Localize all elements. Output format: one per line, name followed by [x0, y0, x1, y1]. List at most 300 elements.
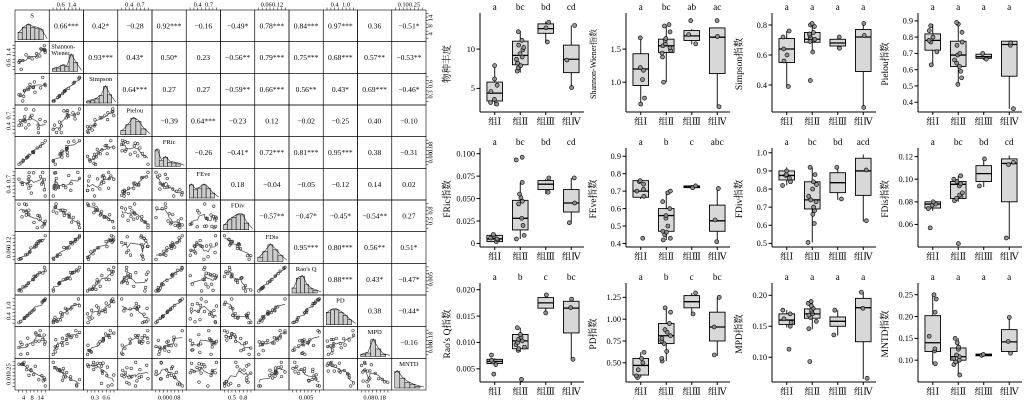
smooth-line [259, 304, 285, 321]
y-axis [456, 148, 480, 248]
correlation-value: 0.64*** [122, 84, 148, 94]
significance-letter: bc [515, 138, 525, 148]
group-label: 组Ⅳ [561, 117, 581, 128]
x-axis [772, 112, 876, 128]
group-label: 组Ⅳ [853, 252, 873, 263]
y-tick-label: 0.025 [456, 216, 475, 226]
smooth-line [122, 337, 148, 351]
scatter-cell [221, 232, 255, 264]
correlation-cell [152, 42, 186, 74]
svg-text:4: 4 [21, 394, 26, 402]
correlation-cell [358, 200, 392, 232]
correlation-cell [221, 10, 255, 42]
correlation-cell [84, 10, 118, 42]
correlation-cell [392, 263, 426, 295]
correlation-value: 0.27 [196, 84, 211, 94]
scatter-cell [255, 263, 289, 295]
group-label: 组Ⅱ [804, 117, 821, 128]
variable-label: FDiv [230, 202, 245, 210]
significance-letter: a [492, 3, 497, 13]
significance-letter: a [492, 273, 497, 283]
svg-text:0.4: 0.4 [125, 1, 134, 9]
group-label: 组Ⅲ [682, 252, 701, 263]
correlation-value: −0.02 [297, 116, 315, 126]
y-tick-label: 0.10 [898, 175, 913, 185]
significance-letter: bd [979, 138, 989, 148]
axis-ticks-bottom [19, 390, 46, 402]
correlation-value: 0.79*** [259, 53, 285, 63]
correlation-value: 0.66*** [259, 84, 285, 94]
smooth-line [190, 275, 216, 284]
correlation-value: −0.47* [398, 274, 420, 284]
axis-ticks-left [6, 45, 16, 70]
correlation-value: 0.42* [92, 21, 110, 31]
correlation-cell [118, 73, 152, 105]
axis-ticks-right [426, 14, 435, 39]
diagonal-cell [289, 263, 323, 295]
scatter-cell [152, 358, 186, 390]
correlation-value: 0.81*** [293, 148, 319, 158]
correlation-value: 0.95*** [328, 148, 353, 158]
group-label: 组Ⅳ [561, 387, 581, 398]
correlation-cell [323, 42, 357, 74]
correlation-cell [255, 137, 289, 169]
correlation-cell [392, 137, 426, 169]
significance-letter: c [689, 138, 694, 148]
correlation-value: −0.05 [297, 179, 315, 189]
correlation-cell [323, 168, 357, 200]
y-tick-label: 0.20 [752, 291, 767, 301]
x-axis [626, 382, 730, 398]
group-label: 组Ⅳ [707, 252, 727, 263]
y-axis [456, 283, 480, 382]
boxplot-panel-9 [586, 270, 732, 405]
svg-text:0.06: 0.06 [5, 247, 13, 259]
correlation-cell [221, 137, 255, 169]
y-tick-label: 0.050 [456, 194, 475, 204]
correlation-value: 0.66*** [54, 21, 79, 31]
correlation-cell [255, 105, 289, 137]
group-label: 组Ⅲ [974, 387, 993, 398]
svg-text:0.005: 0.005 [427, 271, 435, 287]
significance-letter: bc [661, 3, 671, 13]
axis-ticks-right [426, 140, 435, 165]
correlation-cell [255, 42, 289, 74]
significance-letter: bc [566, 273, 576, 283]
axis-ticks-left [6, 172, 16, 197]
y-tick-label: 0.75 [606, 336, 621, 346]
significance-letter: a [638, 273, 643, 283]
y-tick-label: 0.15 [898, 334, 913, 344]
y-axis-title: Simpson指数 [735, 37, 745, 91]
svg-text:0.7: 0.7 [205, 1, 214, 9]
correlation-cell [289, 42, 323, 74]
group-label: 组Ⅳ [853, 117, 873, 128]
correlation-cell [255, 200, 289, 232]
scatter-cell [289, 327, 323, 359]
axis-ticks-right [426, 267, 435, 292]
scatter-cell [15, 73, 49, 105]
significance-letter: a [810, 273, 815, 283]
scatter-cell [49, 295, 83, 327]
variable-label: PD [336, 297, 345, 305]
svg-text:0.6: 0.6 [427, 79, 435, 88]
group-label: 组Ⅲ [974, 252, 993, 263]
scatter-cell [255, 327, 289, 359]
significance-letter: a [835, 3, 840, 13]
significance-letter: a [930, 3, 935, 13]
pairs-correlation-matrix [0, 0, 440, 406]
scatter-cell [358, 358, 392, 390]
correlation-cell [84, 42, 118, 74]
group-label: 组Ⅳ [999, 252, 1019, 263]
box [538, 22, 554, 43]
significance-letter: a [930, 273, 935, 283]
scatter-cell [152, 327, 186, 359]
y-tick-label: 0.8 [902, 32, 913, 42]
box [855, 155, 871, 222]
svg-text:14: 14 [37, 394, 44, 402]
scatter-cell [15, 295, 49, 327]
group-label: 组Ⅲ [828, 387, 847, 398]
y-axis-title: FRic指数 [443, 180, 453, 218]
scatter-cell [152, 295, 186, 327]
correlation-cell [186, 10, 220, 42]
correlation-value: −0.51* [398, 21, 420, 31]
correlation-value: −0.56** [225, 53, 251, 63]
significance-letter: a [956, 273, 961, 283]
correlation-cell [358, 73, 392, 105]
correlation-cell [323, 105, 357, 137]
y-tick-label: 0.6 [902, 65, 913, 75]
scatter-cell [289, 295, 323, 327]
svg-text:0.7: 0.7 [5, 111, 13, 120]
box [709, 297, 725, 355]
correlation-value: −0.31 [400, 148, 418, 158]
significance-letter: a [1007, 3, 1012, 13]
correlation-value: 0.95*** [293, 243, 319, 253]
smooth-line [53, 366, 79, 384]
group-label: 组Ⅱ [950, 117, 967, 128]
svg-text:0.5: 0.5 [227, 394, 236, 402]
scatter-cell [84, 263, 118, 295]
correlation-value: −0.49* [226, 21, 249, 31]
scatter-cell [186, 358, 220, 390]
boxplot-grid [440, 0, 1024, 406]
significance-letter: a [981, 3, 986, 13]
significance-letter: b [663, 273, 669, 283]
significance-letter: bc [953, 138, 963, 148]
diagonal-cell [186, 168, 220, 200]
axis-ticks-left [6, 235, 16, 260]
correlation-value: 0.56** [364, 243, 386, 253]
correlation-value: 0.50* [160, 53, 178, 63]
axis-ticks-bottom [224, 390, 251, 402]
y-tick-label: 0.5 [756, 239, 767, 249]
scatter-cell [186, 263, 220, 295]
axis-ticks-top [259, 2, 286, 11]
svg-text:0.08: 0.08 [169, 394, 181, 402]
variable-label: Shannon- [51, 43, 76, 51]
svg-text:1.0: 1.0 [342, 1, 351, 9]
scatter-cell [15, 232, 49, 264]
box [633, 37, 649, 105]
scatter-cell [15, 105, 49, 137]
correlation-value: −0.23 [228, 116, 247, 126]
scatter-cell [84, 295, 118, 327]
smooth-line [156, 369, 182, 385]
axis-ticks-top [190, 2, 217, 11]
group-label: 组Ⅱ [950, 387, 967, 398]
boxplot-panel-6 [732, 135, 878, 270]
y-tick-label: 0.8 [756, 20, 767, 30]
correlation-value: 0.56** [295, 84, 317, 94]
scatter-cell [84, 200, 118, 232]
correlation-cell [358, 263, 392, 295]
svg-text:8: 8 [427, 24, 435, 28]
correlation-cell [392, 327, 426, 359]
y-axis-title: Shannon-Wiener指数 [589, 29, 598, 99]
y-axis-title: PD指数 [589, 318, 599, 350]
correlation-cell [221, 42, 255, 74]
correlation-value: 0.72*** [259, 148, 285, 158]
y-tick-label: 1.5 [610, 44, 621, 54]
data-points [980, 353, 986, 358]
correlation-cell [255, 73, 289, 105]
significance-letter: bd [833, 138, 843, 148]
correlation-value: −0.44* [398, 306, 420, 316]
smooth-line [88, 177, 114, 188]
group-label: 组Ⅰ [926, 252, 940, 263]
correlation-value: 0.93*** [88, 53, 113, 63]
smooth-line [88, 112, 114, 130]
y-tick-label: 0.12 [898, 152, 913, 162]
y-tick-label: 0.5 [610, 221, 621, 231]
y-axis-title: Rao's Q指数 [443, 309, 453, 359]
smooth-line [362, 370, 388, 382]
correlation-value: −0.25 [331, 116, 350, 126]
box [855, 292, 871, 379]
variable-label: S [30, 12, 34, 20]
correlation-value: 0.43* [366, 274, 384, 284]
correlation-value: 0.38 [367, 306, 382, 316]
group-label: 组Ⅰ [488, 387, 502, 398]
scatter-cell [152, 232, 186, 264]
svg-text:0.12: 0.12 [5, 236, 13, 248]
correlation-cell [358, 10, 392, 42]
correlation-value: −0.59** [225, 84, 251, 94]
scatter-cell [118, 200, 152, 232]
svg-text:1.4: 1.4 [68, 1, 77, 9]
correlation-value: −0.57** [259, 211, 285, 221]
box [976, 158, 992, 187]
correlation-cell [392, 168, 426, 200]
y-tick-label: 0.15 [752, 322, 767, 332]
group-label: 组Ⅰ [634, 252, 648, 263]
svg-text:0.06: 0.06 [260, 1, 272, 9]
correlation-value: 0.27 [162, 84, 176, 94]
x-axis [626, 112, 730, 128]
group-label: 组Ⅰ [926, 387, 940, 398]
group-label: 组Ⅰ [926, 117, 940, 128]
svg-text:0.12: 0.12 [271, 1, 284, 9]
group-label: 组Ⅱ [804, 252, 821, 263]
scatter-cell [15, 200, 49, 232]
correlation-value: −0.28 [126, 21, 144, 31]
correlation-value: −0.41* [226, 148, 249, 158]
svg-text:0.005: 0.005 [298, 394, 314, 402]
svg-text:0.01: 0.01 [5, 373, 13, 386]
y-axis [606, 283, 626, 382]
smooth-line [19, 335, 45, 348]
scatter-cell [15, 358, 49, 390]
y-axis-title: MPD指数 [735, 314, 745, 354]
scatter-cell [118, 327, 152, 359]
correlation-cell [186, 105, 220, 137]
correlation-cell [358, 137, 392, 169]
diagonal-cell [118, 105, 152, 137]
y-axis [757, 148, 772, 248]
significance-letter: cd [1004, 138, 1014, 148]
correlation-value: −0.16 [400, 338, 418, 348]
correlation-cell [392, 200, 426, 232]
significance-letter: acd [856, 138, 870, 148]
diagonal-cell [323, 295, 357, 327]
correlation-cell [323, 232, 357, 264]
diagonal-cell [221, 200, 255, 232]
group-label: 组Ⅲ [536, 252, 555, 263]
y-axis [752, 283, 772, 382]
y-axis [898, 283, 918, 382]
correlation-cell [323, 10, 357, 42]
scatter-cell [49, 105, 83, 137]
significance-letter: a [492, 138, 497, 148]
correlation-cell [221, 105, 255, 137]
correlation-value: 0.64*** [191, 116, 216, 126]
smooth-line [156, 300, 182, 321]
svg-text:0.4: 0.4 [330, 1, 339, 9]
group-label: 组Ⅱ [512, 252, 529, 263]
axis-ticks-bottom [87, 390, 114, 402]
scatter-cell [84, 232, 118, 264]
boxplot-panel-3 [878, 0, 1024, 135]
correlation-cell [221, 168, 255, 200]
scatter-cell [152, 200, 186, 232]
svg-text:Wiener: Wiener [51, 50, 70, 58]
correlation-cell [118, 10, 152, 42]
variable-label: MPD [367, 329, 382, 337]
correlation-value: 0.40 [367, 116, 382, 126]
axis-ticks-top [396, 2, 423, 11]
x-axis [918, 382, 1022, 398]
correlation-cell [392, 42, 426, 74]
x-axis [480, 382, 584, 398]
correlation-value: 0.84*** [293, 21, 319, 31]
boxplot-panel-2 [732, 0, 878, 135]
group-label: 组Ⅱ [950, 252, 967, 263]
diagonal-cell [15, 10, 49, 42]
correlation-value: 0.36 [367, 21, 382, 31]
group-label: 组Ⅱ [658, 387, 675, 398]
scatter-cell [289, 358, 323, 390]
y-tick-label: 0.5 [902, 81, 913, 91]
svg-text:0.4: 0.4 [5, 122, 13, 131]
group-label: 组Ⅰ [780, 117, 794, 128]
variable-label: Rao's Q [295, 265, 317, 273]
correlation-cell [152, 105, 186, 137]
scatter-cell [49, 200, 83, 232]
svg-text:0.7: 0.7 [5, 174, 13, 183]
svg-text:0.00: 0.00 [427, 152, 435, 164]
y-tick-label: 0.020 [456, 285, 475, 295]
correlation-value: −0.47* [295, 211, 317, 221]
correlation-value: 0.69*** [362, 84, 387, 94]
y-tick-label: 0.4 [756, 80, 767, 90]
correlation-value: 0.43* [126, 53, 144, 63]
scatter-cell [118, 168, 152, 200]
significance-letter: a [784, 138, 789, 148]
y-tick-label: 0.100 [456, 149, 475, 159]
box [830, 167, 846, 200]
correlation-cell [186, 73, 220, 105]
scatter-cell [221, 295, 255, 327]
significance-letter: a [930, 138, 935, 148]
y-tick-label: 0.10 [898, 355, 913, 365]
data-points [489, 353, 497, 376]
scatter-cell [186, 232, 220, 264]
variable-label: Pielou [126, 107, 144, 115]
correlation-cell [323, 137, 357, 169]
y-axis-title: FDis指数 [881, 180, 891, 218]
svg-text:0.08: 0.08 [363, 394, 375, 402]
significance-letter: a [638, 138, 643, 148]
correlation-value: −0.12 [331, 179, 350, 189]
x-axis [480, 112, 584, 128]
significance-letter: bc [515, 3, 525, 13]
y-tick-label: 10 [466, 44, 475, 54]
scatter-cell [49, 263, 83, 295]
y-axis-title: FDiv指数 [735, 179, 745, 219]
box [779, 31, 795, 87]
scatter-cell [15, 42, 49, 74]
y-tick-label: 0.010 [456, 338, 475, 348]
svg-text:4: 4 [427, 32, 435, 36]
scatter-cell [255, 295, 289, 327]
x-axis [772, 382, 876, 398]
diagonal-cell [152, 137, 186, 169]
svg-text:0.6: 0.6 [102, 394, 111, 402]
y-tick-label: 1.25 [606, 293, 621, 303]
y-tick-label: 1.00 [606, 314, 621, 324]
significance-letter: a [1007, 273, 1012, 283]
y-tick-label: 0.4 [610, 239, 621, 249]
svg-text:0.6: 0.6 [5, 58, 13, 67]
correlation-value: 0.43* [331, 84, 349, 94]
group-label: 组Ⅲ [682, 387, 701, 398]
correlation-value: −0.46* [398, 84, 420, 94]
correlation-cell [392, 295, 426, 327]
scatter-cell [49, 73, 83, 105]
axis-ticks-left [6, 362, 16, 387]
group-label: 组Ⅰ [488, 117, 502, 128]
smooth-line [190, 367, 216, 376]
smooth-line [53, 237, 79, 258]
axis-ticks-right [426, 330, 435, 355]
correlation-value: −0.26 [194, 148, 213, 158]
y-tick-label: 0.8 [756, 184, 767, 194]
scatter-cell [84, 358, 118, 390]
scatter-cell [49, 232, 83, 264]
